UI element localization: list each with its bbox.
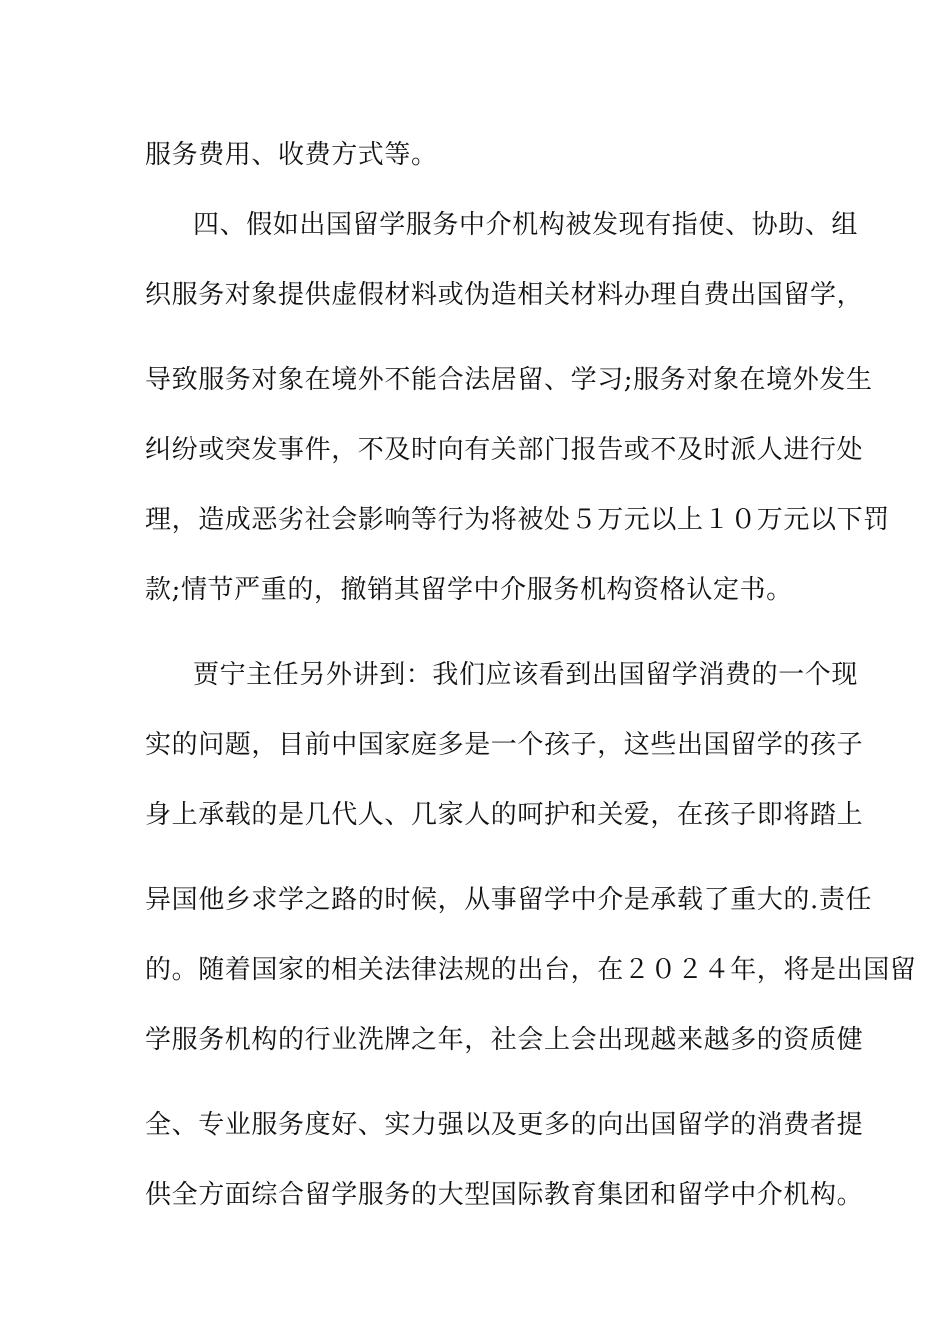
paragraph-line-13: 学服务机构的行业洗牌之年，社会上会出现越来越多的资质健 [145,1025,864,1055]
paragraph-line-5: 纠纷或突发事件，不及时向有关部门报告或不及时派人进行处 [145,435,864,465]
paragraph-line-6: 理，造成恶劣社会影响等行为将被处５万元以上１０万元以下罚 [145,505,890,535]
paragraph-line-1: 服务费用、收费方式等。 [145,140,438,170]
paragraph-line-12: 的。随着国家的相关法律法规的出台，在２０２４年，将是出国留 [145,955,917,985]
paragraph-line-10: 身上承载的是几代人、几家人的呵护和关爱，在孩子即将踏上 [145,800,864,830]
paragraph-line-8: 贾宁主任另外讲到：我们应该看到出国留学消费的一个现 [193,660,859,690]
paragraph-line-3: 织服务对象提供虚假材料或伪造相关材料办理自费出国留学， [145,280,864,310]
paragraph-line-2: 四、假如出国留学服务中介机构被发现有指使、协助、组 [193,210,859,240]
paragraph-line-14: 全、专业服务度好、实力强以及更多的向出国留学的消费者提 [145,1110,864,1140]
paragraph-line-7: 款;情节严重的，撤销其留学中介服务机构资格认定书。 [145,575,793,605]
paragraph-line-15: 供全方面综合留学服务的大型国际教育集团和留学中介机构。 [145,1180,864,1210]
paragraph-line-4: 导致服务对象在境外不能合法居留、学习;服务对象在境外发生 [145,365,873,395]
paragraph-line-9: 实的问题，目前中国家庭多是一个孩子，这些出国留学的孩子 [145,730,864,760]
paragraph-line-11: 异国他乡求学之路的时候，从事留学中介是承载了重大的.责任 [145,885,873,915]
